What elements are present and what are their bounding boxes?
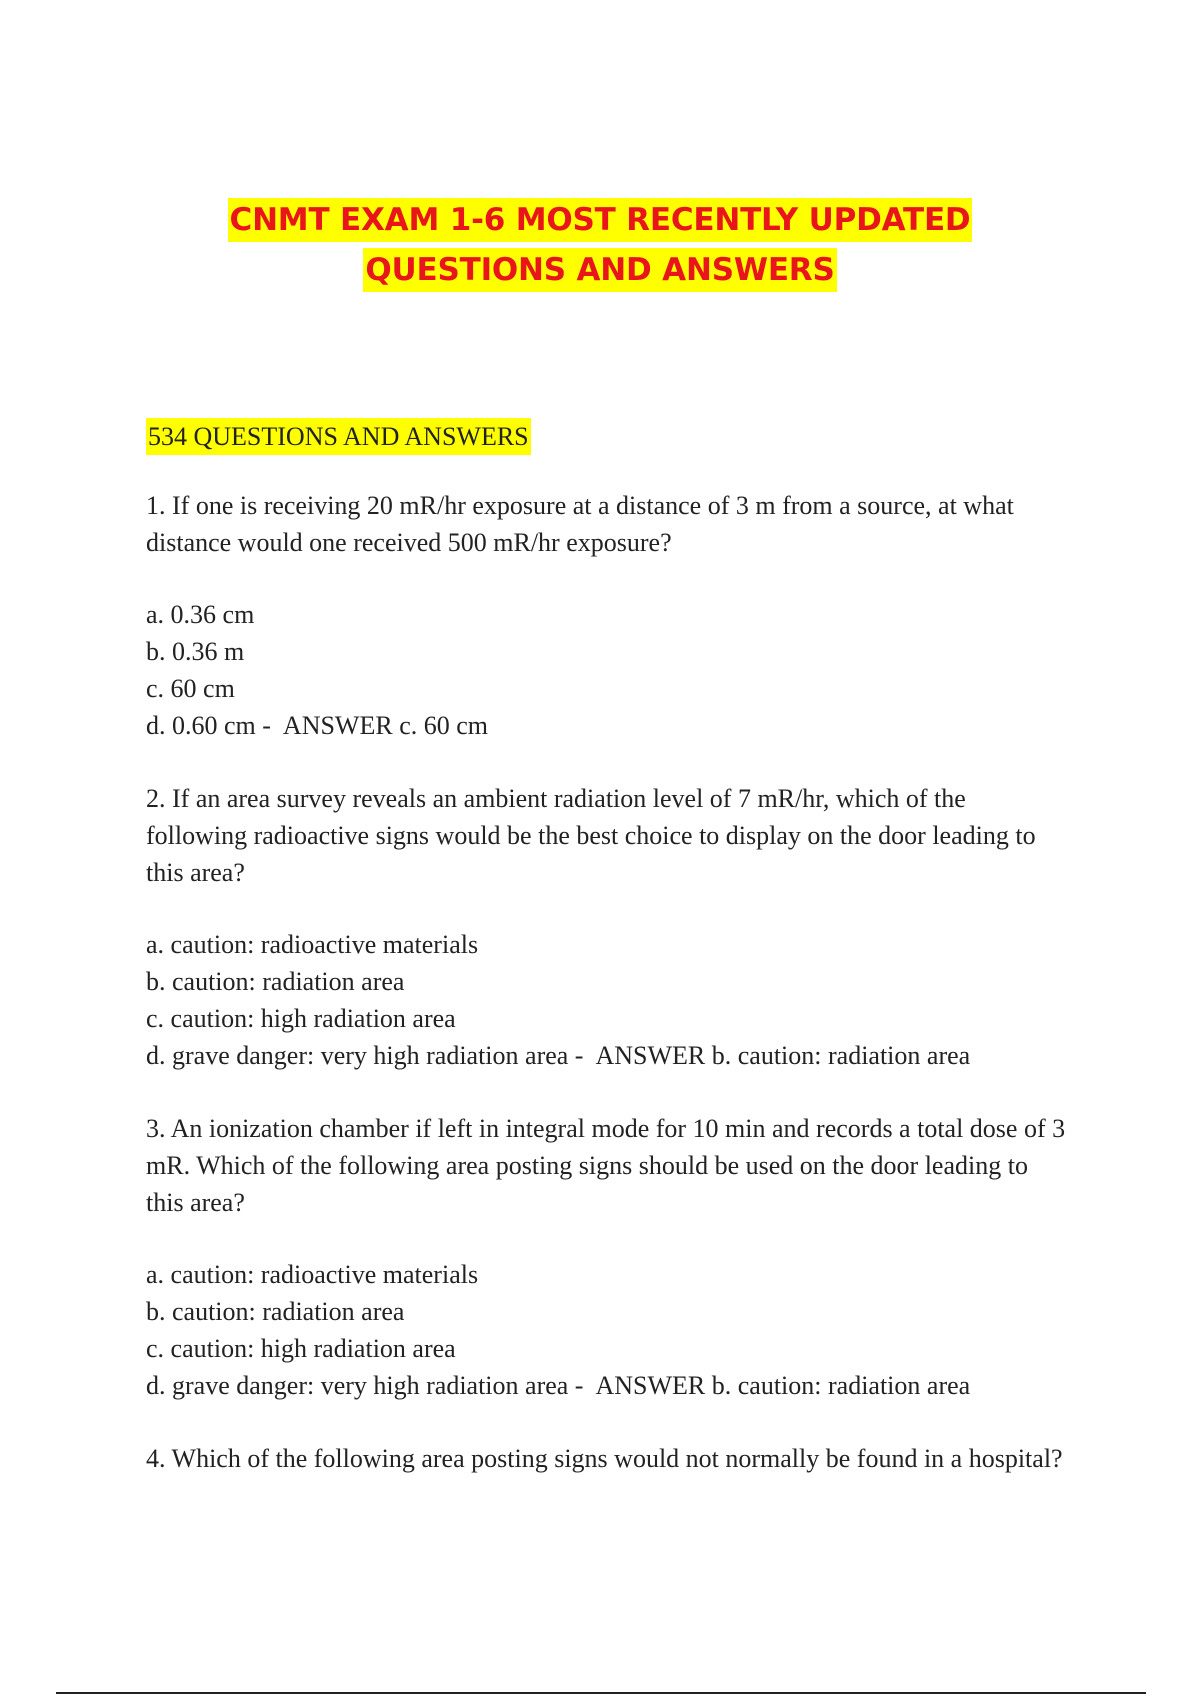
title-line-1: CNMT EXAM 1-6 MOST RECENTLY UPDATED	[228, 198, 973, 242]
question-2	[146, 780, 1066, 1074]
subtitle: 534 QUESTIONS AND ANSWERS	[146, 418, 531, 455]
option-d: d. grave danger: very high radiation area -	[146, 1041, 584, 1070]
option-c: c. caution: high radiation area	[146, 1004, 456, 1033]
question-4	[146, 1440, 1066, 1477]
option-d-with-answer	[146, 1037, 1066, 1074]
document-title	[0, 195, 1200, 295]
option-b: b. 0.36 m	[146, 637, 245, 666]
option-c: c. 60 cm	[146, 674, 235, 703]
option-d: d. grave danger: very high radiation area -	[146, 1371, 584, 1400]
answer: ANSWER b. caution: radiation area	[595, 1371, 971, 1400]
option-b: b. caution: radiation area	[146, 967, 405, 996]
answer: ANSWER b. caution: radiation area	[595, 1041, 971, 1070]
option-b: b. caution: radiation area	[146, 1297, 405, 1326]
page-bottom-rule	[56, 1692, 1146, 1694]
question-text: 1. If one is receiving 20 mR/hr exposure at a distance of 3 m from a source, at what distance would one received 500 mR/hr exposure?	[146, 491, 1014, 557]
option-c: c. caution: high radiation area	[146, 1334, 456, 1363]
option-a: a. caution: radioactive materials	[146, 1260, 479, 1289]
question-text: 4. Which of the following area posting signs would not normally be found in a hospital?	[146, 1444, 1063, 1473]
question-1	[146, 487, 1066, 744]
question-text: 2. If an area survey reveals an ambient radiation level of 7 mR/hr, which of the following radioactive signs would be the best choice to display on the door leading to this area?	[146, 784, 1036, 887]
question-text: 3. An ionization chamber if left in integral mode for 10 min and records a total dose of 3 mR. Which of the following area posting signs should be used on the door leading to this area?	[146, 1114, 1066, 1217]
title-line-2: QUESTIONS AND ANSWERS	[363, 248, 836, 292]
option-d-with-answer	[146, 707, 1066, 744]
option-a: a. 0.36 cm	[146, 600, 255, 629]
option-a: a. caution: radioactive materials	[146, 930, 479, 959]
option-d: d. 0.60 cm -	[146, 711, 271, 740]
document-body	[146, 418, 1066, 1513]
option-d-with-answer	[146, 1367, 1066, 1404]
answer: ANSWER c. 60 cm	[282, 711, 489, 740]
question-3	[146, 1110, 1066, 1404]
